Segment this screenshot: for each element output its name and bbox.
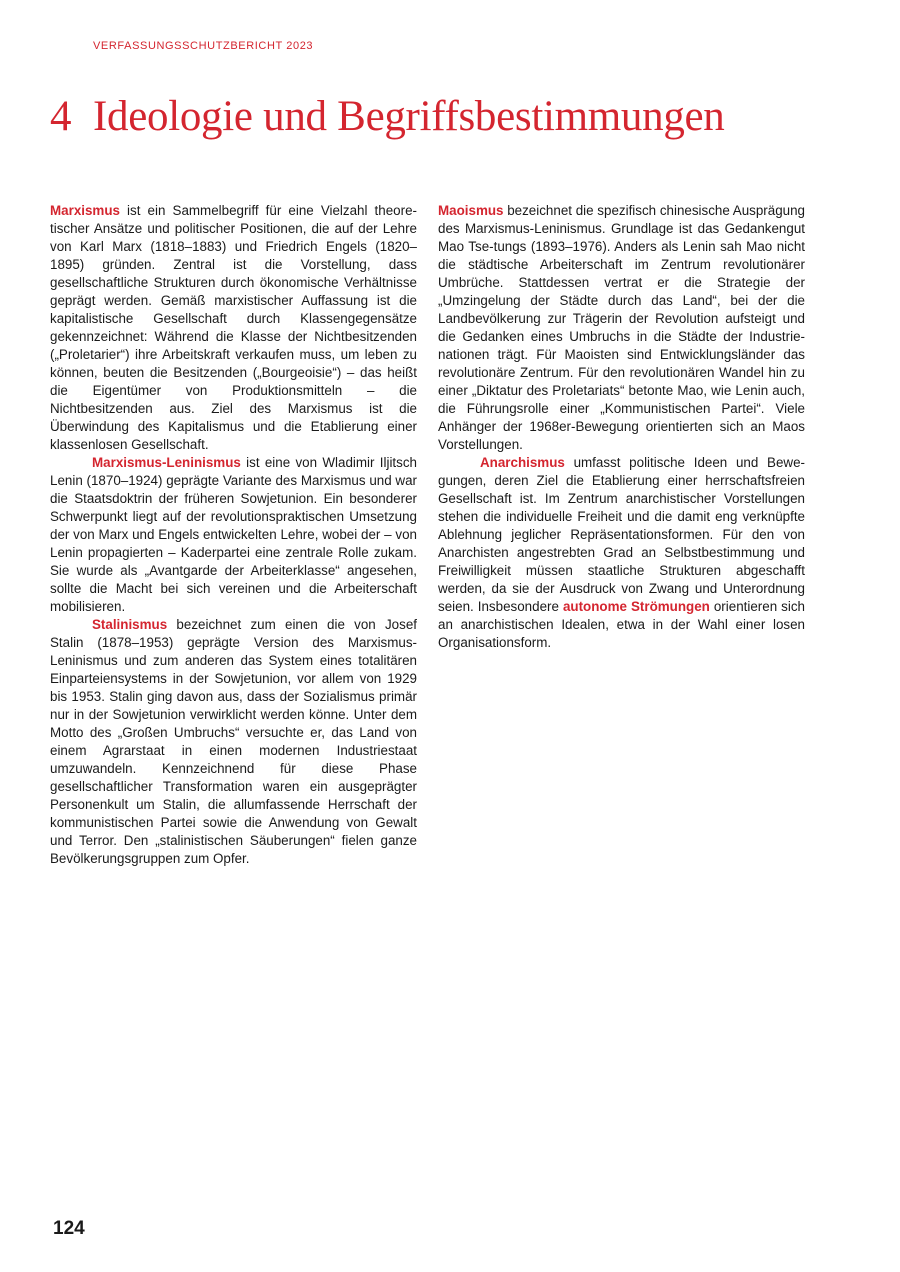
right-column [438, 202, 805, 652]
paragraph-text: ist eine von Wladimir Iljitsch Lenin (1870–1924) geprägte Variante des Marxismus und war die Staatsdoktrin der früheren Sowjetunion. Ein besonderer Schwerpunkt liegt auf der revolutionspraktischen Umsetzung der von Marx und Engels entwickelten Lehre, wobei der – von Lenin propagierten – Kaderpartei eine zentrale Rolle zukam. Sie wurde als „Avantgarde der Arbeiterklasse“ angesehen, sollte die Macht bei sich vereinen und die Arbeiterschaft mobilisieren. [50, 455, 417, 614]
paragraph-marxismus [50, 202, 417, 454]
term-marxismus-leninismus: Marxismus-Leninismus [92, 455, 241, 470]
paragraph-anarchismus [438, 454, 805, 652]
paragraph-text: bezeichnet die spezifisch chinesische Ausprägung des Marxismus-Leninismus. Grundlage ist das Gedankengut Mao Tse-tungs (1893–1976). Anders als Lenin sah Mao nicht die städtische Arbeiterschaft im Zentrum revolutionärer Umbrüche. Stattdessen vertrat er die Strategie der „Umzingelung der Städte durch das Land“, bei der die Landbevölkerung zur Trägerin der Revolution aufsteigt und die Gedanken eines Umbruchs in die Städte der Industrienationen trägt. Für Maoisten sind Entwicklungsländer das revolutionäre Zentrum. Für den revolutionären Wandel hin zu einer „Diktatur des Proletariats“ betonte Mao, wie Lenin auch, die Führungsrolle einer „Kommunistischen Partei“. Viele Anhänger der 1968er-Bewegung orientierten sich an Maos Vorstellungen. [438, 203, 805, 452]
running-header: VERFASSUNGSSCHUTZBERICHT 2023 [93, 40, 314, 52]
left-column [50, 202, 417, 868]
chapter-title [50, 92, 725, 141]
chapter-number: 4 [50, 93, 72, 140]
paragraph-text: ist ein Sammelbegriff für eine Vielzahl theoretischer Ansätze und politischer Positionen, die auf der Lehre von Karl Marx (1818–1883) und Friedrich Engels (1820–1895) gründen. Zentral ist die Vorstellung, dass gesellschaftliche Strukturen durch ökonomische Verhältnisse geprägt werden. Gemäß marxistischer Auffassung ist die kapitalistische Gesellschaft durch Klassengegensätze gekennzeichnet: Während die Klasse der Nichtbesitzenden („Proletarier“) ihre Arbeitskraft verkaufen muss, um leben zu können, beuten die Besitzenden („Bourgeoisie“) – das heißt die Eigentümer von Produktionsmitteln – die Nichtbesitzenden aus. Ziel des Marxismus ist die Überwindung des Kapitalismus und die Etablierung einer klassenlosen Gesellschaft. [50, 203, 417, 452]
chapter-title-text: Ideologie und Begriffsbestimmungen [93, 93, 725, 140]
paragraph-text: bezeichnet zum einen die von Josef Stalin (1878–1953) geprägte Version des Marxismus-Leninismus und zum anderen das System eines totalitären Einparteiensystems in der Sowjetunion, vor allem von 1929 bis 1953. Stalin ging davon aus, dass der Sozialismus primär nur in der Sowjetunion verwirklicht werden könne. Unter dem Motto des „Großen Umbruchs“ versuchte er, das Land von einem Agrarstaat in einen modernen Industriestaat umzuwandeln. Kennzeichnend für diese Phase gesellschaftlicher Transformation waren ein ausgeprägter Personenkult um Stalin, die allumfassende Herrschaft der kommunistischen Partei sowie die Anwendung von Gewalt und Terror. Den „stalinistischen Säuberungen“ fielen ganze Bevölkerungsgruppen zum Opfer. [50, 617, 417, 866]
paragraph-text: orientieren sich an anarchistischen Idealen, etwa in der Wahl einer losen Organisationsform. [438, 599, 805, 650]
paragraph-marxismus-leninismus [50, 454, 417, 616]
term-stalinismus: Stalinismus [92, 617, 168, 632]
paragraph-maoismus [438, 202, 805, 454]
paragraph-stalinismus [50, 616, 417, 868]
term-maoismus: Maoismus [438, 203, 504, 218]
term-marxismus: Marxismus [50, 203, 120, 218]
term-anarchismus: Anarchismus [480, 455, 565, 470]
term-autonome-stroemungen: autonome Strömungen [562, 599, 710, 614]
page-number: 124 [53, 1218, 85, 1239]
paragraph-text: umfasst politische Ideen und Bewegungen, deren Ziel die Etablierung einer herrschaftsfreien Gesellschaft ist. Im Zentrum anarchistischer Vorstellungen stehen die individuelle Freiheit und die damit eng verknüpfte Ablehnung jeglicher Repräsentationsformen. Für den von Anarchisten angestrebten Grad an Selbstbestimmung und Freiwilligkeit müssen staatliche Strukturen abgeschafft werden, da sie der Ausdruck von Zwang und Unterordnung seien. Insbesondere [438, 455, 805, 614]
